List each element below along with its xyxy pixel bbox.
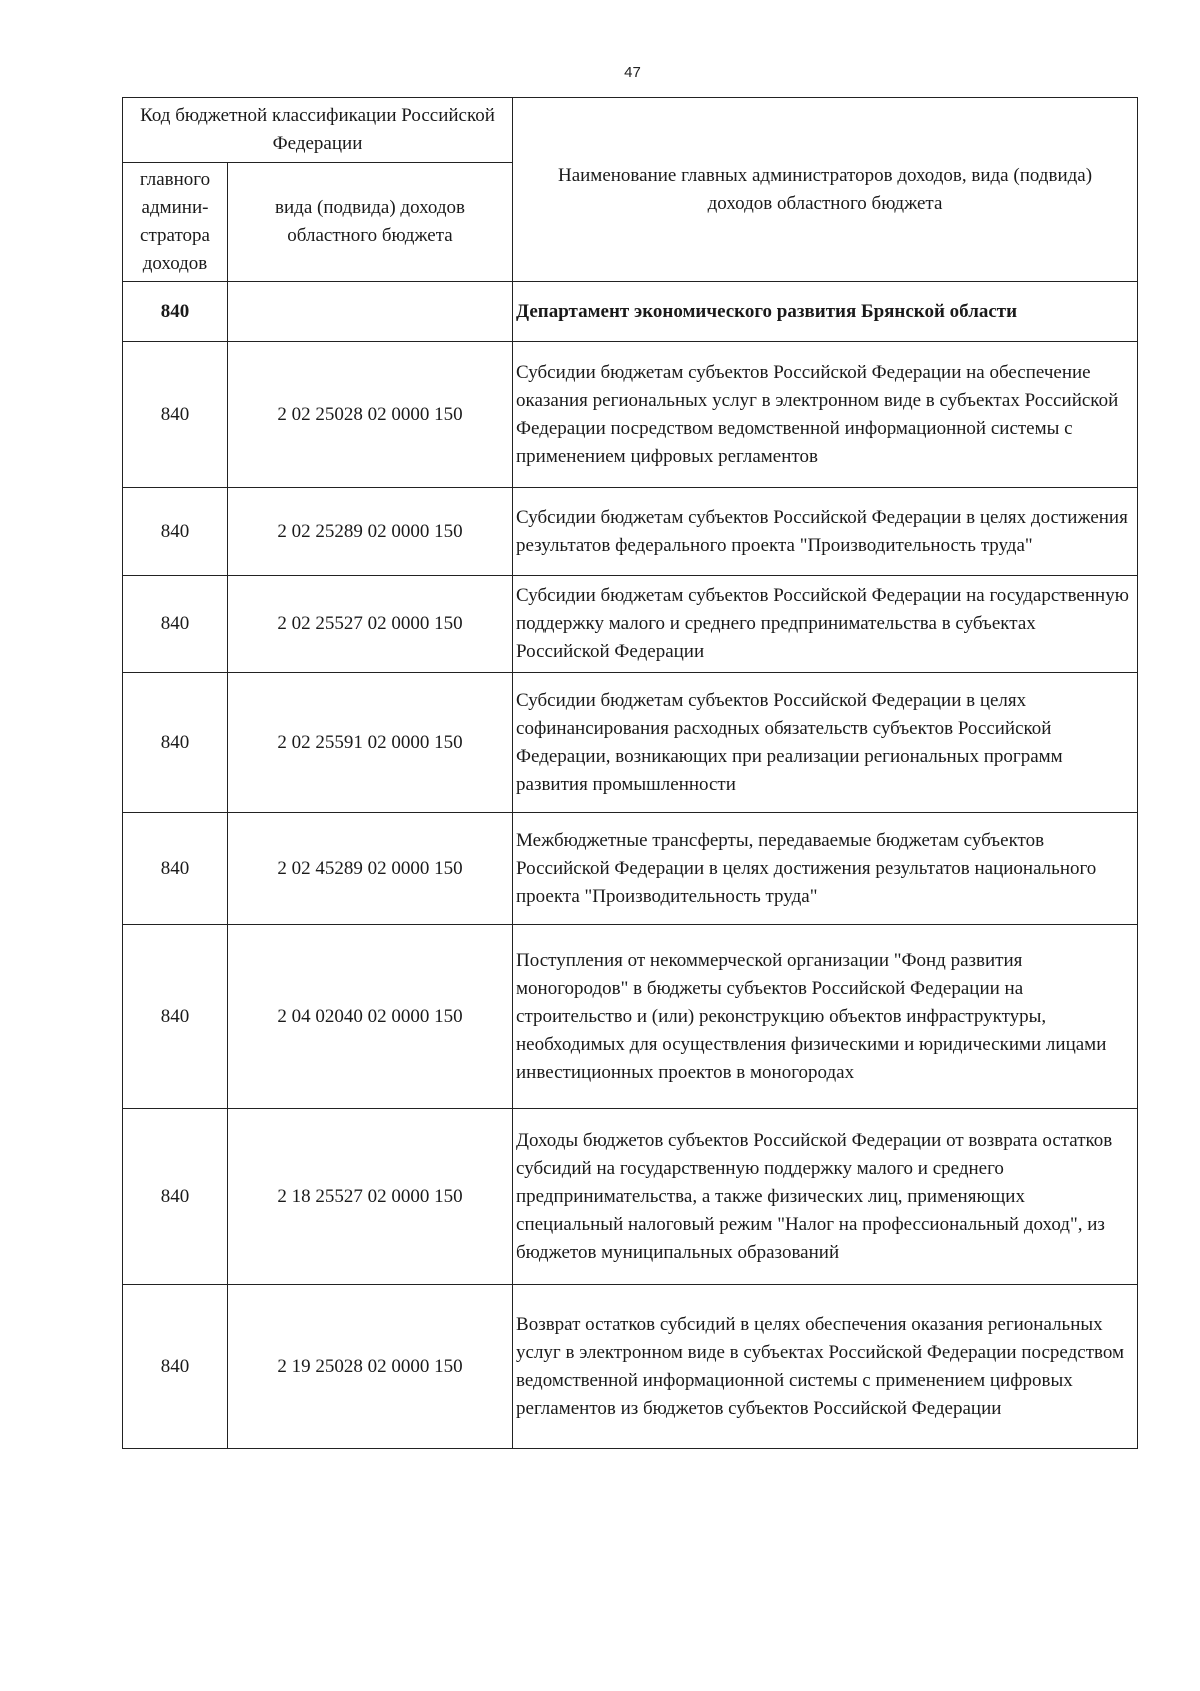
table-row	[123, 342, 1138, 488]
header-main-administrator: главного админи-стратора доходов	[123, 163, 228, 282]
budget-classification-table	[122, 97, 1138, 1449]
cell-admin-code: 840	[123, 488, 228, 576]
cell-income-name: Субсидии бюджетам субъектов Российской Федерации в целях достижения результатов федерального проекта "Производительность труда"	[513, 488, 1138, 576]
table-body	[123, 98, 1138, 1449]
table-row	[123, 282, 1138, 342]
cell-income-code: 2 02 25289 02 0000 150	[228, 488, 513, 576]
table-row	[123, 488, 1138, 576]
cell-income-code: 2 02 45289 02 0000 150	[228, 813, 513, 925]
header-budget-classification-code: Код бюджетной классификации Российской Федерации	[123, 98, 513, 163]
cell-admin-code: 840	[123, 1285, 228, 1449]
table-row	[123, 1109, 1138, 1285]
cell-income-name: Возврат остатков субсидий в целях обеспечения оказания региональных услуг в электронном виде в субъектах Российской Федерации посредством ведомственной информационной системы с применением цифровых регламентов из бюджетов субъектов Российской Федерации	[513, 1285, 1138, 1449]
cell-income-code: 2 04 02040 02 0000 150	[228, 925, 513, 1109]
cell-income-name: Субсидии бюджетам субъектов Российской Федерации в целях софинансирования расходных обязательств субъектов Российской Федерации, возникающих при реализации региональных программ развития промышленности	[513, 673, 1138, 813]
cell-admin-code: 840	[123, 813, 228, 925]
cell-income-code: 2 02 25527 02 0000 150	[228, 576, 513, 673]
cell-income-name: Субсидии бюджетам субъектов Российской Федерации на обеспечение оказания региональных услуг в электронном виде в субъектах Российской Федерации посредством ведомственной информационной системы с применением цифровых регламентов	[513, 342, 1138, 488]
table-row	[123, 576, 1138, 673]
header-administrator-name: Наименование главных администраторов доходов, вида (подвида) доходов областного бюджета	[513, 98, 1138, 282]
table-row	[123, 813, 1138, 925]
header-income-type: вида (подвида) доходов областного бюджета	[228, 163, 513, 282]
cell-income-code: 2 19 25028 02 0000 150	[228, 1285, 513, 1449]
cell-admin-code: 840	[123, 576, 228, 673]
table-row	[123, 925, 1138, 1109]
cell-income-name: Поступления от некоммерческой организации "Фонд развития моногородов" в бюджеты субъектов Российской Федерации на строительство и (или) реконструкцию объектов инфраструктуры, необходимых для осуществления физическими и юридическими лицами инвестиционных проектов в моногородах	[513, 925, 1138, 1109]
cell-income-code: 2 02 25591 02 0000 150	[228, 673, 513, 813]
cell-income-name: Департамент экономического развития Брянской области	[513, 282, 1138, 342]
cell-income-name: Субсидии бюджетам субъектов Российской Федерации на государственную поддержку малого и среднего предпринимательства в субъектах Российской Федерации	[513, 576, 1138, 673]
cell-admin-code: 840	[123, 1109, 228, 1285]
cell-income-name: Доходы бюджетов субъектов Российской Федерации от возврата остатков субсидий на государственную поддержку малого и среднего предпринимательства, а также физических лиц, применяющих специальный налоговый режим "Налог на профессиональный доход", из бюджетов муниципальных образований	[513, 1109, 1138, 1285]
cell-income-code: 2 02 25028 02 0000 150	[228, 342, 513, 488]
cell-admin-code: 840	[123, 282, 228, 342]
cell-admin-code: 840	[123, 925, 228, 1109]
cell-admin-code: 840	[123, 342, 228, 488]
table-row	[123, 673, 1138, 813]
cell-income-code: 2 18 25527 02 0000 150	[228, 1109, 513, 1285]
table-row	[123, 1285, 1138, 1449]
cell-admin-code: 840	[123, 673, 228, 813]
page-number: 47	[624, 64, 641, 81]
header-row-group	[123, 98, 1138, 163]
cell-income-code	[228, 282, 513, 342]
cell-income-name: Межбюджетные трансферты, передаваемые бюджетам субъектов Российской Федерации в целях достижения результатов национального проекта "Производительность труда"	[513, 813, 1138, 925]
